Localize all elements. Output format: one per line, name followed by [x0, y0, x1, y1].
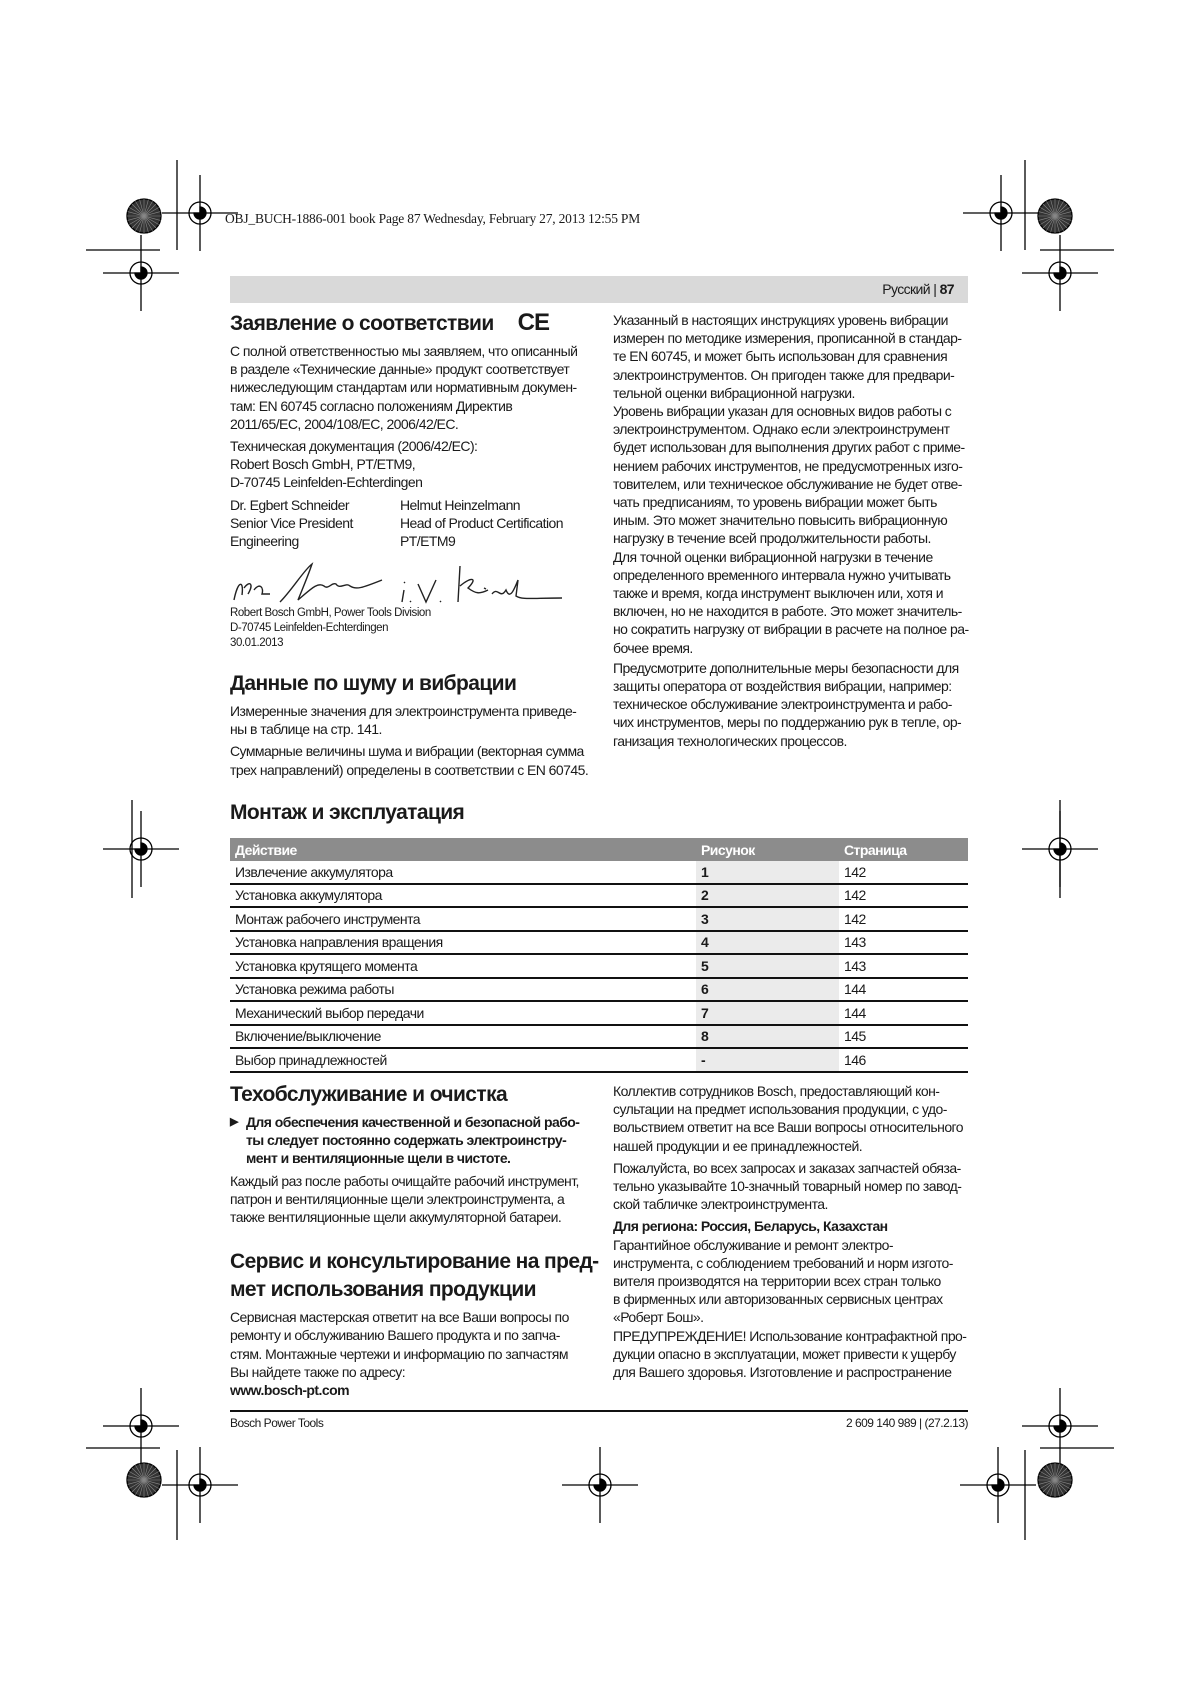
- company-address: [230, 606, 590, 651]
- declaration-section: [230, 309, 590, 550]
- text-line: ской табличке электроинструмента.: [613, 1196, 828, 1213]
- spare-parts-paragraph: [613, 1159, 973, 1214]
- text-line: но сократить нагрузку от вибрации в расчете на полное ра-: [613, 621, 969, 638]
- noise-section: [230, 670, 590, 783]
- footer-brand: Bosch Power Tools: [230, 1416, 324, 1430]
- text-line: тельно указывайте 10-значный товарный номер по завод-: [613, 1178, 962, 1195]
- cell-action: Установка крутящего момента: [230, 954, 696, 978]
- text-line: Head of Product Certification: [400, 514, 564, 531]
- text-line: Для обеспечения качественной и безопасной рабо-: [246, 1114, 580, 1130]
- text-line: бочее время.: [613, 639, 693, 656]
- text-line: защиты оператора от воздействия вибрации, например:: [613, 678, 952, 695]
- region-heading: Для региона: Россия, Беларусь, Казахстан: [613, 1218, 888, 1235]
- text-line: чать предписаниям, то уровень вибрации может быть: [613, 494, 937, 511]
- table-row: [230, 907, 968, 931]
- footer-doc-number: 2 609 140 989 | (27.2.13): [845, 1416, 968, 1430]
- text-line: ганизация технологических процессов.: [613, 732, 847, 749]
- cell-action: Установка режима работы: [230, 978, 696, 1002]
- cell-page: 145: [839, 1025, 968, 1049]
- vibration-section: [613, 311, 973, 750]
- cell-action: Установка направления вращения: [230, 931, 696, 955]
- text-line: электроинструментом. Однако если электроинструмент: [613, 421, 950, 438]
- table-row: [230, 978, 968, 1002]
- cell-figure: 3: [696, 907, 839, 931]
- noise-heading: Данные по шуму и вибрации: [230, 672, 517, 695]
- text-line: нением рабочих инструментов, не предусмотренных изго-: [613, 457, 963, 474]
- cell-page: 143: [839, 954, 968, 978]
- maintenance-paragraph: [230, 1172, 590, 1227]
- text-line: Dr. Egbert Schneider: [230, 496, 349, 513]
- noise-paragraph-1: [230, 702, 590, 738]
- cell-action: Извлечение аккумулятора: [230, 861, 696, 884]
- text-line: Senior Vice President: [230, 514, 353, 531]
- cell-page: 144: [839, 1001, 968, 1025]
- text-line: Пожалуйста, во всех запросах и заказах запчастей обяза-: [613, 1159, 961, 1176]
- text-line: техническое обслуживание электроинструмента и рабо-: [613, 696, 952, 713]
- region-paragraph: [613, 1236, 973, 1382]
- text-line: ремонту и обслуживанию Вашего продукта и по запча-: [230, 1327, 560, 1344]
- cell-figure: 7: [696, 1001, 839, 1025]
- text-line: патрон и вентиляционные щели электроинструмента, а: [230, 1190, 565, 1207]
- text-line: в фирменных или авторизованных сервисных центрах: [613, 1291, 943, 1308]
- text-line: Для точной оценки вибрационной нагрузки в течение: [613, 548, 933, 565]
- text-line: товителем, или техническое обслуживание не будет отве-: [613, 475, 962, 492]
- cell-figure: 6: [696, 978, 839, 1002]
- text-line: нашей продукции и ее принадлежностей.: [613, 1137, 863, 1154]
- text-line: иным. Это может значительно повысить вибрационную: [613, 512, 948, 529]
- cell-figure: 2: [696, 884, 839, 908]
- text-line: ны в таблице на стр. 141.: [230, 721, 382, 738]
- service-paragraph: [230, 1308, 590, 1381]
- cell-page: 144: [839, 978, 968, 1002]
- text-line: вителя производятся на территории всех стран только: [613, 1273, 941, 1290]
- service-right-section: [613, 1082, 973, 1381]
- cell-action: Включение/выключение: [230, 1025, 696, 1049]
- column-header-figure: Рисунок: [696, 838, 839, 861]
- maintenance-warning: [230, 1113, 590, 1168]
- text-line: для Вашего здоровья. Изготовление и распространение: [613, 1364, 952, 1381]
- text-line: трех направлений) определены в соответствии с EN 60745.: [230, 761, 589, 778]
- text-line: 2011/65/EC, 2004/108/EC, 2006/42/EC.: [230, 415, 459, 432]
- cell-page: 142: [839, 861, 968, 884]
- text-line: ПРЕДУПРЕЖДЕНИЕ! Использование контрафактной про-: [613, 1327, 967, 1344]
- cell-action: Установка аккумулятора: [230, 884, 696, 908]
- cell-action: Монтаж рабочего инструмента: [230, 907, 696, 931]
- signatories: [230, 496, 590, 551]
- page-language-and-number: Русский | 87: [882, 281, 954, 297]
- text-line: нагрузку в течение всей продолжительности работы.: [613, 530, 931, 547]
- text-line: включен, но не находится в работе. Это может значитель-: [613, 603, 962, 620]
- cell-figure: 4: [696, 931, 839, 955]
- text-line: чих инструментов, меры по поддержанию рук в тепле, ор-: [613, 714, 962, 731]
- service-heading: [230, 1248, 599, 1304]
- text-line: стям. Монтажные чертежи и информацию по запчастям: [230, 1345, 568, 1362]
- cell-figure: -: [696, 1048, 839, 1072]
- service-team-paragraph: [613, 1082, 973, 1155]
- table-row: [230, 931, 968, 955]
- text-line: ты следует постоянно содержать электроинстру-: [246, 1132, 567, 1149]
- cell-figure: 5: [696, 954, 839, 978]
- text-line: PT/ETM9: [400, 533, 456, 550]
- footer-rule: [230, 1410, 968, 1412]
- text-line: Сервисная мастерская ответит на все Ваши вопросы по: [230, 1309, 569, 1326]
- text-line: Суммарные величины шума и вибрации (векторная сумма: [230, 743, 584, 760]
- table-header-row: [230, 838, 968, 861]
- text-line: 30.01.2013: [230, 637, 284, 649]
- text-line: в разделе «Технические данные» продукт соответствует: [230, 361, 570, 378]
- cell-page: 143: [839, 931, 968, 955]
- vibration-paragraph-2: [613, 659, 973, 750]
- text-line: будет использован для выполнения других работ с приме-: [613, 439, 965, 456]
- text-line: D-70745 Leinfelden-Echterdingen: [230, 474, 423, 491]
- cell-action: Механический выбор передачи: [230, 1001, 696, 1025]
- table-row: [230, 1048, 968, 1072]
- declaration-paragraph: [230, 342, 590, 433]
- cell-page: 142: [839, 884, 968, 908]
- text-line: Вы найдете также по адресу:: [230, 1363, 406, 1380]
- text-line: нижеследующим стандартам или нормативным докумен-: [230, 379, 577, 396]
- cell-figure: 1: [696, 861, 839, 884]
- text-line: Коллектив сотрудников Bosch, предоставляющий кон-: [613, 1083, 940, 1099]
- text-line: Helmut Heinzelmann: [400, 496, 521, 513]
- declaration-heading: Заявление о соответствии CE: [230, 309, 550, 336]
- print-slug: OBJ_BUCH-1886-001 book Page 87 Wednesday, February 27, 2013 12:55 PM: [225, 211, 641, 226]
- text-line: Каждый раз после работы очищайте рабочий инструмент,: [230, 1172, 579, 1189]
- cell-page: 146: [839, 1048, 968, 1072]
- text-line: Robert Bosch GmbH, PT/ETM9,: [230, 456, 416, 473]
- table-row: [230, 954, 968, 978]
- page-header-bar: [230, 276, 968, 303]
- text-line: Engineering: [230, 533, 299, 550]
- text-line: определенного временного интервала нужно учитывать: [613, 566, 951, 583]
- text-line: электроинструментов. Он пригоден также для предвари-: [613, 366, 955, 383]
- table-row: [230, 1001, 968, 1025]
- text-line: Сервис и консультирование на пред-: [230, 1250, 599, 1274]
- text-line: Уровень вибрации указан для основных видов работы с: [613, 403, 952, 420]
- text-line: сультации на предмет использования продукции, с удо-: [613, 1101, 947, 1118]
- text-line: также вентиляционные щели аккумуляторной батареи.: [230, 1209, 562, 1226]
- signatures: [232, 560, 572, 610]
- text-line: Указанный в настоящих инструкциях уровень вибрации: [613, 312, 948, 328]
- cell-page: 142: [839, 907, 968, 931]
- text-line: мет использования продукции: [230, 1278, 536, 1302]
- text-line: D-70745 Leinfelden-Echterdingen: [230, 622, 389, 634]
- column-header-page: Страница: [839, 838, 968, 861]
- text-line: там: EN 60745 согласно положениям Директив: [230, 397, 513, 414]
- bullet-triangle-icon: ▶: [230, 1116, 238, 1128]
- table-row: [230, 1025, 968, 1049]
- text-line: дукции опасно в эксплуатации, может привести к ущербу: [613, 1345, 956, 1362]
- signatory-1: [230, 496, 400, 551]
- text-line: Robert Bosch GmbH, Power Tools Division: [230, 607, 431, 619]
- text-line: тельной оценки вибрационной нагрузки.: [613, 384, 855, 401]
- table-row: [230, 884, 968, 908]
- maintenance-heading: Техобслуживание и очистка: [230, 1083, 508, 1106]
- text-line: Предусмотрите дополнительные меры безопасности для: [613, 659, 959, 676]
- noise-paragraph-2: [230, 742, 590, 778]
- text-line: также и время, когда инструмент выключен или, хотя и: [613, 585, 944, 602]
- assembly-table: [230, 838, 968, 1073]
- text-line: Измеренные значения для электроинструмента приведе-: [230, 703, 577, 719]
- text-line: инструмента, с соблюдением требований и норм изгото-: [613, 1254, 953, 1271]
- text-line: измерен по методике измерения, прописанной в стандар-: [613, 330, 962, 347]
- text-line: вольствием ответит на все Ваши вопросы относительного: [613, 1119, 964, 1136]
- maintenance-section: [230, 1081, 599, 1399]
- vibration-paragraph-1: [613, 311, 973, 657]
- table-row: [230, 861, 968, 884]
- text-line: мент и вентиляционные щели в чистоте.: [246, 1150, 511, 1167]
- assembly-heading: Монтаж и эксплуатация: [230, 801, 465, 824]
- column-header-action: Действие: [230, 838, 696, 861]
- cell-action: Выбор принадлежностей: [230, 1048, 696, 1072]
- service-url-link[interactable]: www.bosch-pt.com: [230, 1382, 350, 1399]
- technical-documentation: [230, 437, 590, 492]
- signatory-2: [400, 496, 570, 551]
- text-line: Гарантийное обслуживание и ремонт электро-: [613, 1236, 893, 1253]
- text-line: те EN 60745, и может быть использован для сравнения: [613, 348, 948, 365]
- cell-figure: 8: [696, 1025, 839, 1049]
- ce-mark-icon: CE: [517, 309, 550, 336]
- text-line: «Роберт Бош».: [613, 1309, 704, 1326]
- text-line: С полной ответственностью мы заявляем, что описанный: [230, 343, 578, 359]
- text-line: Техническая документация (2006/42/EC):: [230, 438, 478, 455]
